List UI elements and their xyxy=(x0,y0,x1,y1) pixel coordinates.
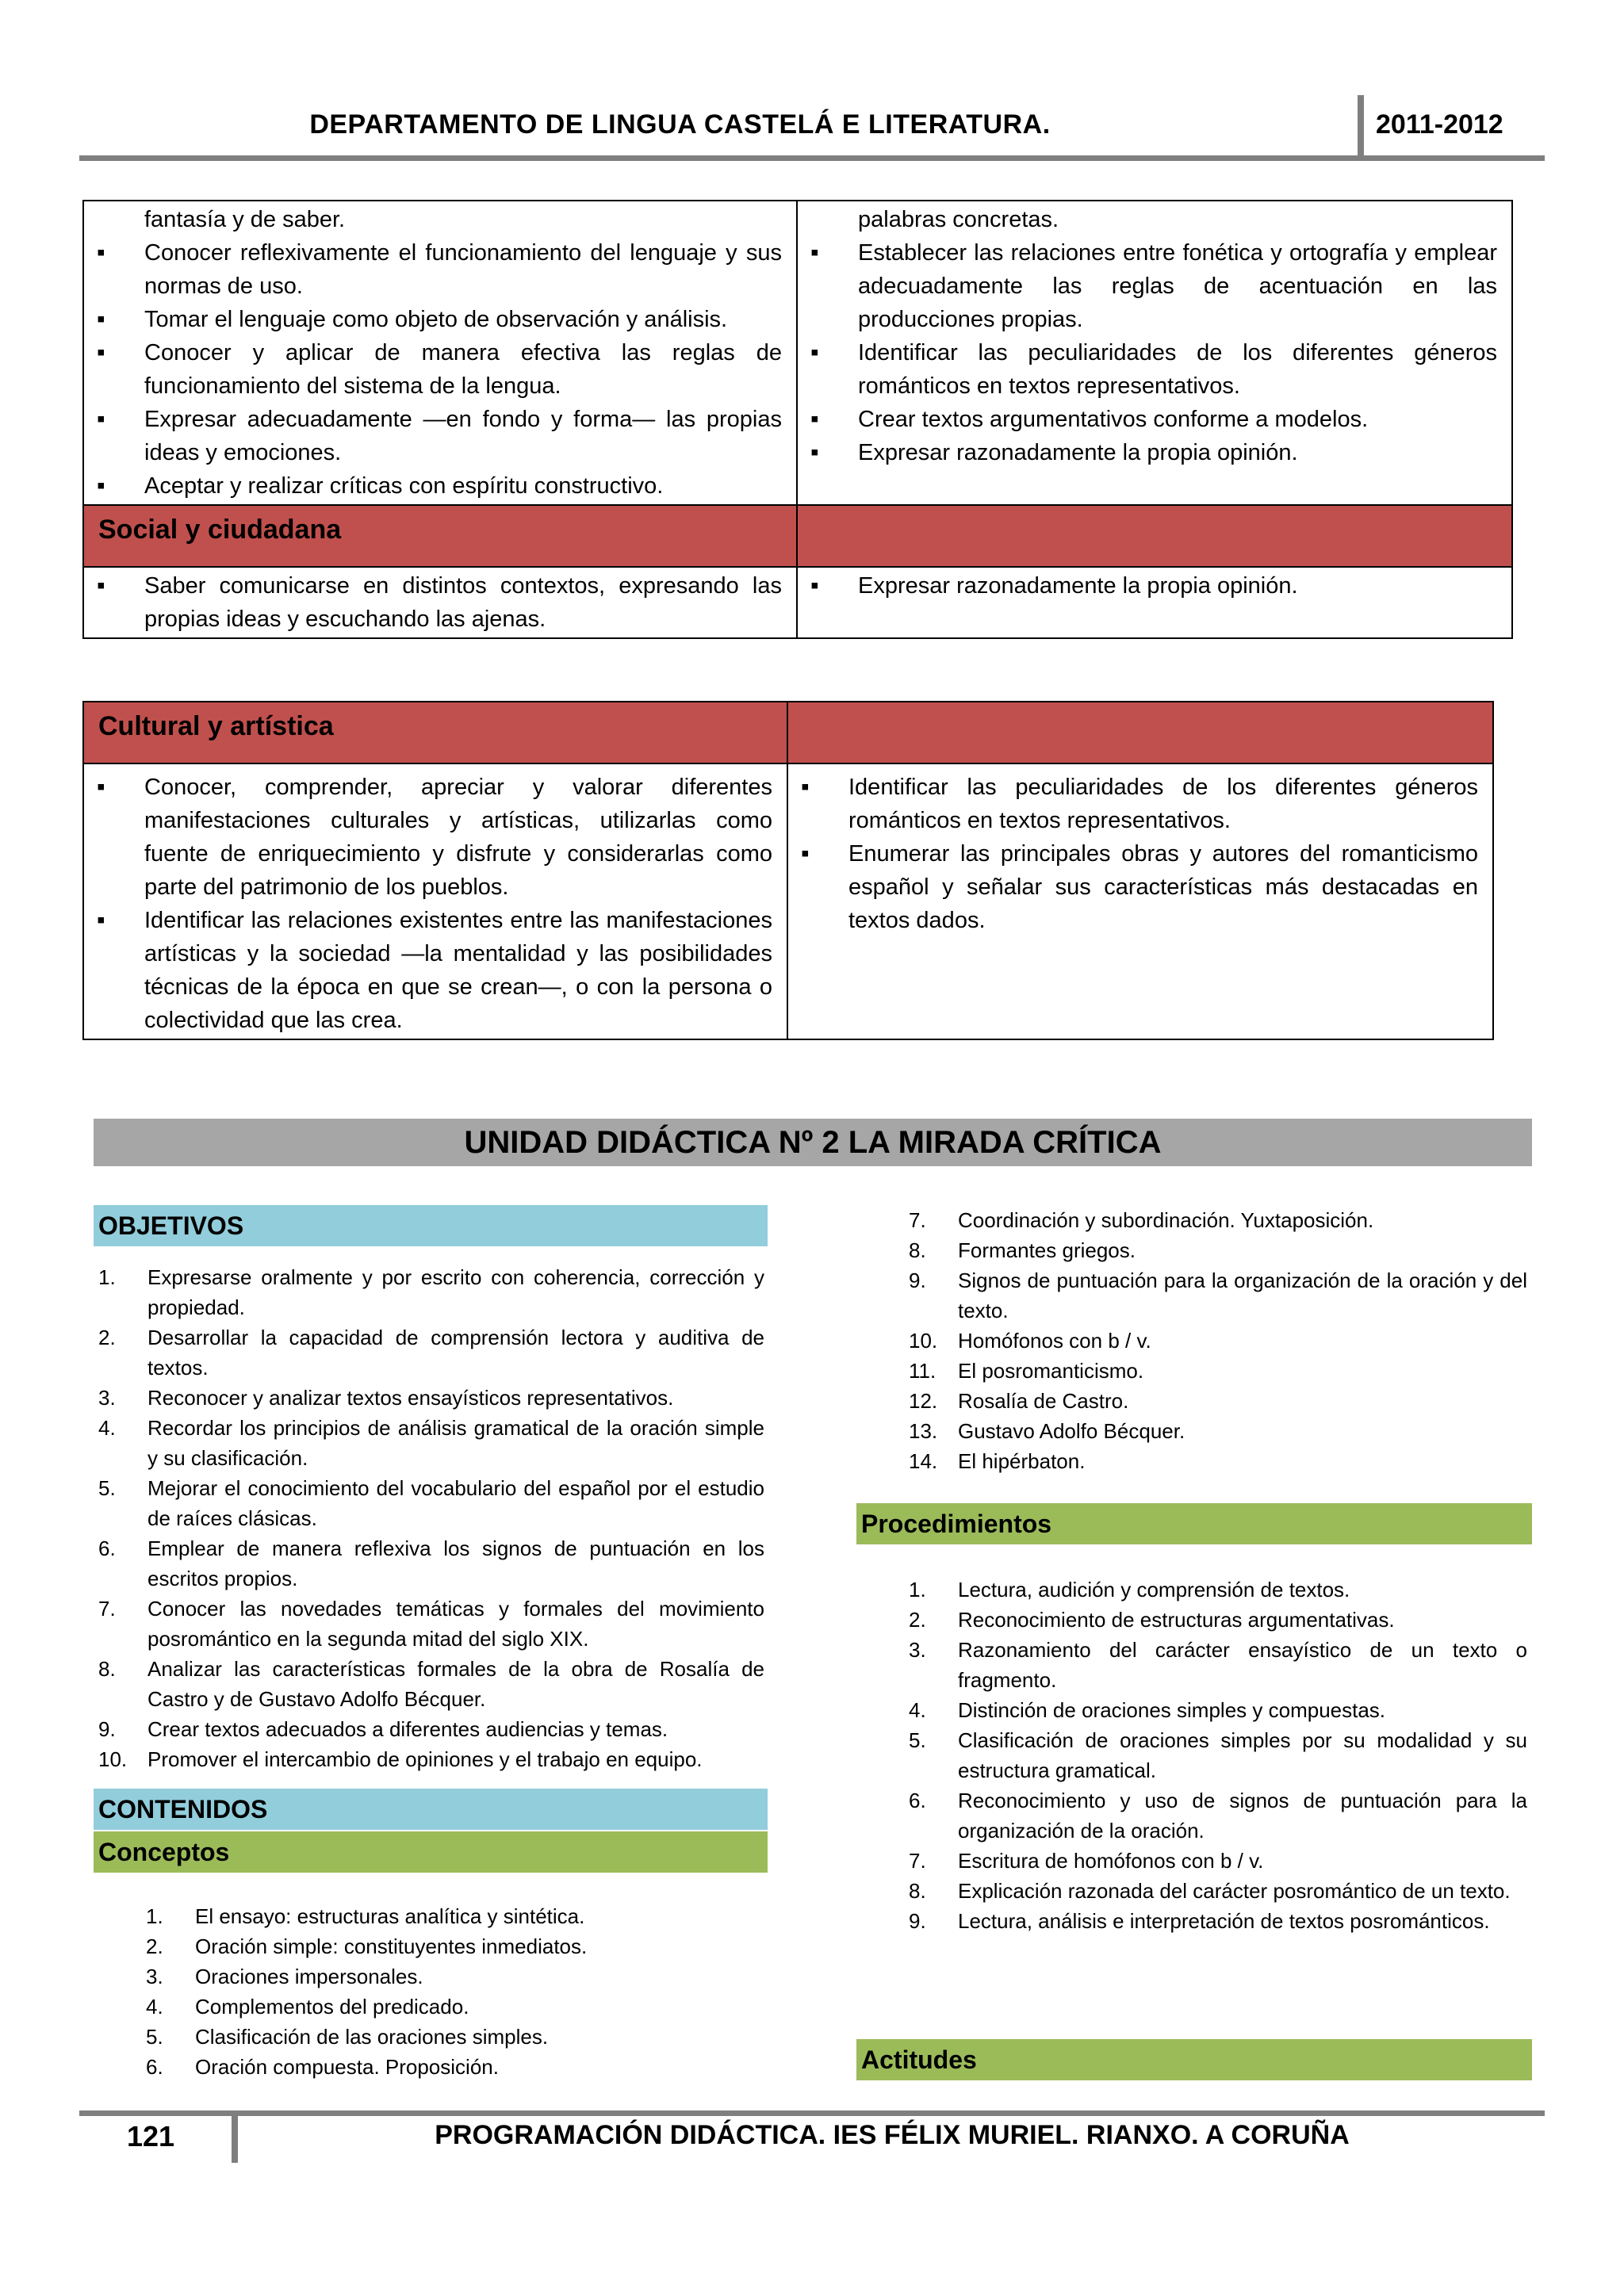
list-item-text: Rosalía de Castro. xyxy=(958,1389,1129,1413)
list-number: 7. xyxy=(98,1597,116,1621)
list-item xyxy=(98,1654,764,1714)
footer-rule xyxy=(79,2110,1545,2116)
list-number: 13. xyxy=(909,1419,938,1443)
unit-title: UNIDAD DIDÁCTICA Nº 2 LA MIRADA CRÍTICA xyxy=(94,1119,1532,1166)
list-item-text: Oraciones impersonales. xyxy=(195,1965,423,1988)
header-divider xyxy=(1358,95,1364,160)
list-item-text: Conocer las novedades temáticas y formales del movimiento posromántico en la segunda mitad del siglo XIX. xyxy=(147,1597,764,1651)
section-heading-empty xyxy=(797,505,1512,567)
list-item xyxy=(98,1383,764,1413)
list-item xyxy=(98,1413,764,1473)
list-item: ▪ Expresar razonadamente la propia opinión. xyxy=(809,569,1497,603)
list-item-text: Lectura, análisis e interpretación de textos posrománticos. xyxy=(958,1909,1490,1933)
list-item xyxy=(909,1265,1527,1326)
list-number: 5. xyxy=(909,1728,926,1752)
list-item xyxy=(98,1594,764,1654)
list-number: 3. xyxy=(909,1638,926,1662)
list-number: 9. xyxy=(98,1717,116,1741)
list-item: ▪ Conocer, comprender, apreciar y valorar diferentes manifestaciones culturales y artísticas, utilizarlas como fuente de enriquecimiento y disfrute y considerarlas como parte del patrimonio de los pueblos. xyxy=(95,771,772,904)
list-number: 3. xyxy=(146,1965,163,1988)
list-number: 1. xyxy=(146,1904,163,1928)
list-item xyxy=(909,1575,1527,1605)
list-item: ▪ Expresar adecuadamente —en fondo y forma— las propias ideas y emociones. xyxy=(95,403,782,469)
list-item xyxy=(909,1416,1527,1446)
list-item xyxy=(146,1931,764,1961)
list-item-text: Expresarse oralmente y por escrito con coherencia, corrección y propiedad. xyxy=(147,1265,764,1319)
procedimientos-heading: Procedimientos xyxy=(856,1503,1532,1544)
header-rule xyxy=(79,155,1545,161)
list-number: 12. xyxy=(909,1389,938,1413)
list-item: ▪ Conocer reflexivamente el funcionamiento del lenguaje y sus normas de uso. xyxy=(95,236,782,303)
list-number: 4. xyxy=(98,1416,116,1440)
list-number: 3. xyxy=(98,1386,116,1410)
section-heading-cultural: Cultural y artística xyxy=(83,702,787,763)
list-number: 10. xyxy=(909,1329,938,1353)
list-item xyxy=(909,1446,1527,1476)
list-number: 8. xyxy=(909,1879,926,1903)
list-number: 1. xyxy=(909,1578,926,1601)
list-item-text: Crear textos adecuados a diferentes audiencias y temas. xyxy=(147,1717,668,1741)
competencias-table-2 xyxy=(82,701,1494,1040)
header-title: DEPARTAMENTO DE LINGUA CASTELÁ E LITERATURA. xyxy=(309,109,1051,140)
list-item: ▪ Identificar las peculiaridades de los diferentes géneros románticos en textos representativos. xyxy=(809,336,1497,403)
list-item: ▪ Identificar las relaciones existentes entre las manifestaciones artísticas y la sociedad —la mentalidad y las posibilidades técnicas de la época en que se crean—, o con la persona o colectividad que las crea. xyxy=(95,904,772,1037)
list-item-text: Analizar las características formales de la obra de Rosalía de Castro y de Gustavo Adolfo Bécquer. xyxy=(147,1657,764,1711)
footer-divider xyxy=(232,2114,238,2163)
list-number: 9. xyxy=(909,1909,926,1933)
list-number: 8. xyxy=(98,1657,116,1681)
conceptos-list-continued xyxy=(909,1205,1527,1476)
list-item: fantasía y de saber. xyxy=(144,207,346,232)
list-item xyxy=(909,1695,1527,1725)
list-item: ▪ Identificar las peculiaridades de los diferentes géneros románticos en textos representativos. xyxy=(799,771,1478,837)
conceptos-heading: Conceptos xyxy=(94,1831,768,1873)
list-item: ▪ Saber comunicarse en distintos contextos, expresando las propias ideas y escuchando las ajenas. xyxy=(95,569,782,636)
list-number: 4. xyxy=(909,1698,926,1722)
list-number: 5. xyxy=(98,1476,116,1500)
list-number: 9. xyxy=(909,1269,926,1292)
list-number: 1. xyxy=(98,1265,116,1289)
list-item xyxy=(909,1785,1527,1846)
list-item xyxy=(98,1262,764,1322)
list-item: ▪ Enumerar las principales obras y autores del romanticismo español y señalar sus características más destacadas en textos dados. xyxy=(799,837,1478,937)
list-item xyxy=(146,2052,764,2082)
list-item-text: Signos de puntuación para la organización de la oración y del texto. xyxy=(958,1269,1527,1322)
procedimientos-list xyxy=(909,1575,1527,1936)
list-item-text: Distinción de oraciones simples y compuestas. xyxy=(958,1698,1386,1722)
competencias-table-1 xyxy=(82,200,1513,639)
list-item: ▪ Conocer y aplicar de manera efectiva las reglas de funcionamiento del sistema de la lengua. xyxy=(95,336,782,403)
table1-row2-right xyxy=(797,567,1512,638)
section-heading-social: Social y ciudadana xyxy=(83,505,797,567)
list-item: ▪ Establecer las relaciones entre fonética y ortografía y emplear adecuadamente las reglas de acentuación en las producciones propias. xyxy=(809,236,1497,336)
list-item-text: Lectura, audición y comprensión de textos. xyxy=(958,1578,1350,1601)
list-number: 14. xyxy=(909,1449,938,1473)
list-item-text: Emplear de manera reflexiva los signos de puntuación en los escritos propios. xyxy=(147,1536,764,1590)
section-heading-empty xyxy=(787,702,1493,763)
list-item xyxy=(909,1326,1527,1356)
table2-cell-left xyxy=(83,763,787,1039)
list-item xyxy=(146,1992,764,2022)
list-item xyxy=(909,1906,1527,1936)
list-item-text: Reconocer y analizar textos ensayísticos representativos. xyxy=(147,1386,674,1410)
list-item xyxy=(98,1473,764,1533)
list-item-text: Coordinación y subordinación. Yuxtaposición. xyxy=(958,1208,1374,1232)
list-item xyxy=(146,1901,764,1931)
list-item-text: Oración compuesta. Proposición. xyxy=(195,2055,499,2079)
list-item-text: Reconocimiento de estructuras argumentativas. xyxy=(958,1608,1395,1632)
table1-cell-right xyxy=(797,201,1512,505)
list-number: 2. xyxy=(98,1326,116,1349)
list-item xyxy=(909,1386,1527,1416)
list-item xyxy=(909,1235,1527,1265)
list-item: ▪ Tomar el lenguaje como objeto de observación y análisis. xyxy=(95,303,782,336)
list-number: 2. xyxy=(909,1608,926,1632)
page-number: 121 xyxy=(126,2120,175,2152)
header-year: 2011-2012 xyxy=(1376,109,1503,140)
list-item-text: El ensayo: estructuras analítica y sintética. xyxy=(195,1904,585,1928)
list-item-text: Homófonos con b / v. xyxy=(958,1329,1151,1353)
table1-row2-left xyxy=(83,567,797,638)
list-item-text: Mejorar el conocimiento del vocabulario del español por el estudio de raíces clásicas. xyxy=(147,1476,764,1530)
list-item-text: Razonamiento del carácter ensayístico de un texto o fragmento. xyxy=(958,1638,1527,1692)
actitudes-heading: Actitudes xyxy=(856,2039,1532,2080)
list-number: 7. xyxy=(909,1208,926,1232)
table1-cell-left xyxy=(83,201,797,505)
list-item: ▪ Expresar razonadamente la propia opinión. xyxy=(809,436,1497,469)
table2-cell-right xyxy=(787,763,1493,1039)
list-item-text: El posromanticismo. xyxy=(958,1359,1144,1383)
list-item xyxy=(909,1846,1527,1876)
list-item-text: Oración simple: constituyentes inmediatos. xyxy=(195,1934,588,1958)
list-number: 2. xyxy=(146,1934,163,1958)
list-number: 11. xyxy=(909,1359,936,1383)
list-item xyxy=(98,1744,764,1774)
list-item-text: Complementos del predicado. xyxy=(195,1995,469,2019)
objetivos-heading: OBJETIVOS xyxy=(94,1205,768,1246)
list-number: 4. xyxy=(146,1995,163,2019)
contenidos-heading: CONTENIDOS xyxy=(94,1789,768,1830)
conceptos-list xyxy=(146,1901,764,2082)
list-item-text: Desarrollar la capacidad de comprensión lectora y auditiva de textos. xyxy=(147,1326,764,1380)
list-item xyxy=(909,1635,1527,1695)
list-number: 8. xyxy=(909,1238,926,1262)
list-item xyxy=(146,2022,764,2052)
list-item-text: Gustavo Adolfo Bécquer. xyxy=(958,1419,1185,1443)
list-item-text: Clasificación de oraciones simples por su modalidad y su estructura gramatical. xyxy=(958,1728,1527,1782)
list-item xyxy=(909,1205,1527,1235)
list-item-text: Clasificación de las oraciones simples. xyxy=(195,2025,549,2049)
list-item xyxy=(909,1876,1527,1906)
objetivos-list xyxy=(98,1262,764,1774)
list-item: ▪ Aceptar y realizar críticas con espíritu constructivo. xyxy=(95,469,782,503)
list-number: 6. xyxy=(909,1789,926,1812)
list-item-text: Escritura de homófonos con b / v. xyxy=(958,1849,1264,1873)
list-number: 5. xyxy=(146,2025,163,2049)
list-item-text: Reconocimiento y uso de signos de puntuación para la organización de la oración. xyxy=(958,1789,1527,1843)
list-number: 6. xyxy=(146,2055,163,2079)
list-item-text: Promover el intercambio de opiniones y el trabajo en equipo. xyxy=(147,1747,703,1771)
list-item: palabras concretas. xyxy=(858,207,1059,232)
list-number: 7. xyxy=(909,1849,926,1873)
list-item xyxy=(146,1961,764,1992)
list-item: ▪ Crear textos argumentativos conforme a modelos. xyxy=(809,403,1497,436)
list-item xyxy=(98,1533,764,1594)
list-item xyxy=(909,1725,1527,1785)
list-item-text: Recordar los principios de análisis gramatical de la oración simple y su clasificación. xyxy=(147,1416,764,1470)
list-item-text: El hipérbaton. xyxy=(958,1449,1086,1473)
list-item-text: Formantes griegos. xyxy=(958,1238,1136,1262)
list-item-text: Explicación razonada del carácter posromántico de un texto. xyxy=(958,1879,1511,1903)
list-number: 10. xyxy=(98,1747,128,1771)
list-item xyxy=(909,1356,1527,1386)
list-number: 6. xyxy=(98,1536,116,1560)
list-item xyxy=(909,1605,1527,1635)
footer-text: PROGRAMACIÓN DIDÁCTICA. IES FÉLIX MURIEL. RIANXO. A CORUÑA xyxy=(435,2120,1350,2150)
list-item xyxy=(98,1714,764,1744)
list-item xyxy=(98,1322,764,1383)
